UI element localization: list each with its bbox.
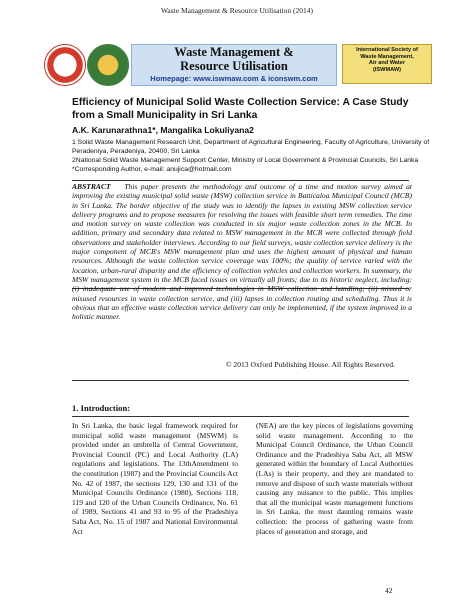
university-seal-icon [44, 44, 86, 86]
corresponding-author: *Corresponding Author, e-mail: anujica@hotmail.com [72, 166, 232, 173]
abstract [72, 182, 412, 321]
body-column-left: In Sri Lanka, the basic legal framework required for municipal solid waste management (MSWM) is provided under an umbrella of Central Government, Provincial Council (PC) and Local Authority (LA) regulations and legislations. The 13thAmendment to the constitution (1987) and the Provincial Councils Act No. 42 of 1987, the sections 129, 130 and 131 of the Municipal Councils Ordinance (1980), Sections 118, 119 and 120 of the Urban Councils Ordinance, No. 61 of 1989, Sections 41 and 93 to 95 of the Pradeshiya Saba Act, No. 15 of 1987 and National Environmental Act [72, 421, 238, 536]
journal-title-box [131, 44, 337, 86]
journal-banner [44, 44, 437, 87]
abstract-label: ABSTRACT [72, 182, 111, 191]
running-head: Waste Management & Resource Utilisation (2014) [160, 6, 314, 15]
journal-title-line2: Resource Utilisation [180, 59, 288, 73]
body-column-right: (NEA) are the key pieces of legislations governing solid waste management. According to the Municipal Council Ordinance, the Urban Council Ordinance and the Pradeshiya Saba Act, all MSW generated within the boundary of Local Authorities (LAs) is their property, and they are mandated to remove and dispose of such waste materials without causing any nuisance to the public. This implies that all the municipal waste management functions in Sri Lanka, the most daunting remains waste collection: the process of gathering waste from places of generation and storage, and [256, 421, 413, 536]
journal-title-line1: Waste Management & [174, 45, 294, 59]
society-box [342, 44, 432, 84]
society-line3: Air and Water [368, 60, 406, 67]
society-line4: (ISWMAW) [373, 66, 401, 73]
affiliation-1: 1 Solid Waste Management Research Unit, Department of Agricultural Engineering, Faculty of Agriculture, University of Peradeniya, Peradeniya, 20400, Sri Lanka [72, 139, 430, 155]
page-number: 42 [385, 586, 393, 595]
society-line2: Waste Management, [360, 53, 414, 60]
authors: A.K. Karunarathna1*, Mangalika Lokuliyana2 [72, 125, 254, 135]
section-rule-top [72, 380, 409, 381]
society-line1: International Society of [356, 47, 418, 53]
affiliation-2: 2National Solid Waste Management Support Center, Ministry of Local Government & Provincial Councils, Sri Lanka [72, 157, 419, 164]
section-rule-bottom [72, 416, 409, 417]
section-heading: 1. Introduction: [72, 403, 131, 413]
copyright: © 2013 Oxford Publishing House. All Rights Reserved. [225, 360, 395, 369]
article-title: Efficiency of Municipal Solid Waste Collection Service: A Case Study from a Small Municipality in Sri Lanka [72, 97, 409, 121]
society-emblem-icon [87, 44, 129, 86]
journal-homepage: Homepage: www.iswmaw.com & iconswm.com [150, 74, 318, 83]
abstract-body: This paper presents the methodology and outcome of a time and motion survey aimed at improving the existing municipal solid waste (MSW) collection service in Batticaloa Municipal Council (MCB) in Sri Lanka. The border objective of the study was to identify the lapses in existing MSW collection service delivery programs and to propose measures for resolving the issues with feasible short term remedies. The time and motion survey on waste collection was conducted in six major waste collection zones in the MCB. In addition, primary and secondary data related to MSW management in the MCB were collected through field observations and stakeholder interviews. According to our field surveys, waste collection service delivery is the major component of MCB's MSW management plan and uses the highest amount of physical and human resources. Although the waste collection service coverage was 100%; the quality of service varied with the location, urban-rural disparity and the efficiency of collection vehicles and collection workers. In summary, the MSW management system in the MCB faced issues on virtually all fronts; due to its historic neglect, including: (i) inadequate use of modern and improved technologies in MSW collection and handling; (ii) missed or misused resources in waste collection service, and (iii) lapses in collection routing and scheduling. Thus it is obvious that an effective waste collection service delivery can only be implemented, if the system improved in a holistic manner. [72, 182, 413, 322]
